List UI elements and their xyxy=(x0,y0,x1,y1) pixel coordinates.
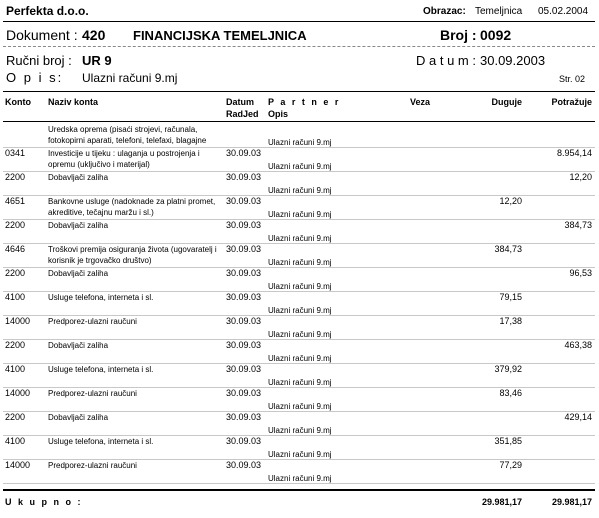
row-naziv: Predporez-ulazni raučuni xyxy=(48,389,137,398)
table-row xyxy=(0,412,599,436)
table-row xyxy=(0,364,599,388)
row-datum: 30.09.03 xyxy=(226,196,262,206)
dokument-title: FINANCIJSKA TEMELJNICA xyxy=(133,28,307,43)
row-opis: Ulazni računi 9.mj xyxy=(268,162,332,171)
row-konto: 2200 xyxy=(5,412,26,422)
table-row xyxy=(0,244,599,268)
dokument-label: Dokument : xyxy=(6,27,78,43)
col-partner: P a r t n e r xyxy=(268,97,341,107)
row-konto: 14000 xyxy=(5,388,31,398)
opis-label: O p i s: xyxy=(6,70,64,85)
col-konto: Konto xyxy=(5,97,31,107)
row-naziv: Dobavljači zaliha xyxy=(48,221,109,230)
report-date: 05.02.2004 xyxy=(538,6,589,17)
rucni-broj-label: Ručni broj : xyxy=(6,53,72,68)
row-duguje: 83,46 xyxy=(499,388,522,398)
row-opis: Ulazni računi 9.mj xyxy=(268,354,332,363)
table-row xyxy=(0,436,599,460)
row-opis: Ulazni računi 9.mj xyxy=(268,378,332,387)
row-opis: Ulazni računi 9.mj xyxy=(268,210,332,219)
datum-label: D a t u m : xyxy=(416,53,476,68)
row-opis: Ulazni računi 9.mj xyxy=(268,138,332,147)
row-duguje: 79,15 xyxy=(499,292,522,302)
page-number: Str. 02 xyxy=(559,74,586,84)
table-row xyxy=(0,196,599,220)
company-name: Perfekta d.o.o. xyxy=(6,4,89,18)
table-row xyxy=(0,340,599,364)
row-opis: Ulazni računi 9.mj xyxy=(268,234,332,243)
col-potrazuje: Potražuje xyxy=(551,97,592,107)
row-konto: 4100 xyxy=(5,436,26,446)
datum-value: 30.09.2003 xyxy=(480,53,546,68)
row-konto: 2200 xyxy=(5,220,26,230)
rucni-broj-value: UR 9 xyxy=(82,53,112,68)
row-duguje: 77,29 xyxy=(499,460,522,470)
row-naziv: Predporez-ulazni raučuni xyxy=(48,461,137,470)
table-row xyxy=(0,388,599,412)
row-konto: 2200 xyxy=(5,340,26,350)
row-naziv: Troškovi premija osiguranja života (ugovaratelj i korisnik je trgovačko društvo) xyxy=(48,245,217,265)
row-konto: 4100 xyxy=(5,364,26,374)
row-konto: 14000 xyxy=(5,460,31,470)
broj-value: 0092 xyxy=(480,27,512,43)
table-row xyxy=(0,124,599,148)
row-potrazuje: 384,73 xyxy=(564,220,592,230)
row-datum: 30.09.03 xyxy=(226,244,262,254)
row-datum: 30.09.03 xyxy=(226,220,262,230)
row-naziv: Dobavljači zaliha xyxy=(48,413,109,422)
row-naziv: Bankovne usluge (nadoknade za platni promet, akreditive, tečajnu maržu i sl.) xyxy=(48,197,216,217)
row-potrazuje: 8.954,14 xyxy=(556,148,592,158)
row-konto: 2200 xyxy=(5,172,26,182)
row-konto: 4100 xyxy=(5,292,26,302)
row-potrazuje: 463,38 xyxy=(564,340,592,350)
total-potrazuje: 29.981,17 xyxy=(551,497,592,507)
row-duguje: 379,92 xyxy=(494,364,522,374)
row-potrazuje: 12,20 xyxy=(569,172,592,182)
col-opis: Opis xyxy=(268,109,289,119)
row-datum: 30.09.03 xyxy=(226,460,262,470)
row-naziv: Usluge telefona, interneta i sl. xyxy=(48,293,154,302)
total-label: U k u p n o : xyxy=(5,497,83,507)
row-naziv: Usluge telefona, interneta i sl. xyxy=(48,365,154,374)
row-potrazuje: 429,14 xyxy=(564,412,592,422)
row-datum: 30.09.03 xyxy=(226,436,262,446)
row-konto: 2200 xyxy=(5,268,26,278)
col-veza: Veza xyxy=(410,97,431,107)
row-datum: 30.09.03 xyxy=(226,388,262,398)
col-naziv: Naziv konta xyxy=(48,97,99,107)
row-opis: Ulazni računi 9.mj xyxy=(268,426,332,435)
row-naziv: Usluge telefona, interneta i sl. xyxy=(48,437,154,446)
table-row xyxy=(0,172,599,196)
table-row xyxy=(0,292,599,316)
table-row xyxy=(0,220,599,244)
row-divider xyxy=(3,483,595,484)
row-naziv: Dobavljači zaliha xyxy=(48,173,109,182)
row-naziv: Predporez-ulazni raučuni xyxy=(48,317,137,326)
row-datum: 30.09.03 xyxy=(226,292,262,302)
row-datum: 30.09.03 xyxy=(226,268,262,278)
row-duguje: 12,20 xyxy=(499,196,522,206)
row-konto: 4651 xyxy=(5,196,26,206)
row-naziv: Uredska oprema (pisaći strojevi, računala, fotokopirni aparati, telefoni, telefaxi, blagajne xyxy=(48,125,207,145)
row-datum: 30.09.03 xyxy=(226,148,262,158)
total-duguje: 29.981,17 xyxy=(481,497,522,507)
row-naziv: Dobavljači zaliha xyxy=(48,269,109,278)
row-opis: Ulazni računi 9.mj xyxy=(268,330,332,339)
row-konto: 0341 xyxy=(5,148,26,158)
col-duguje: Duguje xyxy=(491,97,522,107)
row-naziv: Dobavljači zaliha xyxy=(48,341,109,350)
dokument-number: 420 xyxy=(82,27,106,43)
row-datum: 30.09.03 xyxy=(226,412,262,422)
table-row xyxy=(0,268,599,292)
col-radjed: RadJed xyxy=(226,109,259,119)
row-opis: Ulazni računi 9.mj xyxy=(268,402,332,411)
broj-label: Broj : xyxy=(440,27,477,43)
opis-value: Ulazni računi 9.mj xyxy=(82,71,178,85)
row-opis: Ulazni računi 9.mj xyxy=(268,450,332,459)
obrazac-label: Obrazac: xyxy=(423,6,466,17)
row-opis: Ulazni računi 9.mj xyxy=(268,258,332,267)
table-row xyxy=(0,148,599,172)
row-opis: Ulazni računi 9.mj xyxy=(268,282,332,291)
row-datum: 30.09.03 xyxy=(226,316,262,326)
row-opis: Ulazni računi 9.mj xyxy=(268,186,332,195)
row-duguje: 351,85 xyxy=(494,436,522,446)
row-duguje: 384,73 xyxy=(494,244,522,254)
row-konto: 4646 xyxy=(5,244,26,254)
row-datum: 30.09.03 xyxy=(226,364,262,374)
row-potrazuje: 96,53 xyxy=(569,268,592,278)
obrazac-value: Temeljnica xyxy=(475,6,523,17)
row-datum: 30.09.03 xyxy=(226,340,262,350)
table-row xyxy=(0,316,599,340)
row-opis: Ulazni računi 9.mj xyxy=(268,306,332,315)
row-konto: 14000 xyxy=(5,316,31,326)
row-datum: 30.09.03 xyxy=(226,172,262,182)
row-naziv: Investicije u tijeku : ulaganja u postrojenja i opremu (uključivo i materijal) xyxy=(48,149,200,169)
row-duguje: 17,38 xyxy=(499,316,522,326)
row-opis: Ulazni računi 9.mj xyxy=(268,474,332,483)
table-row xyxy=(0,460,599,484)
col-datum: Datum xyxy=(226,97,255,107)
